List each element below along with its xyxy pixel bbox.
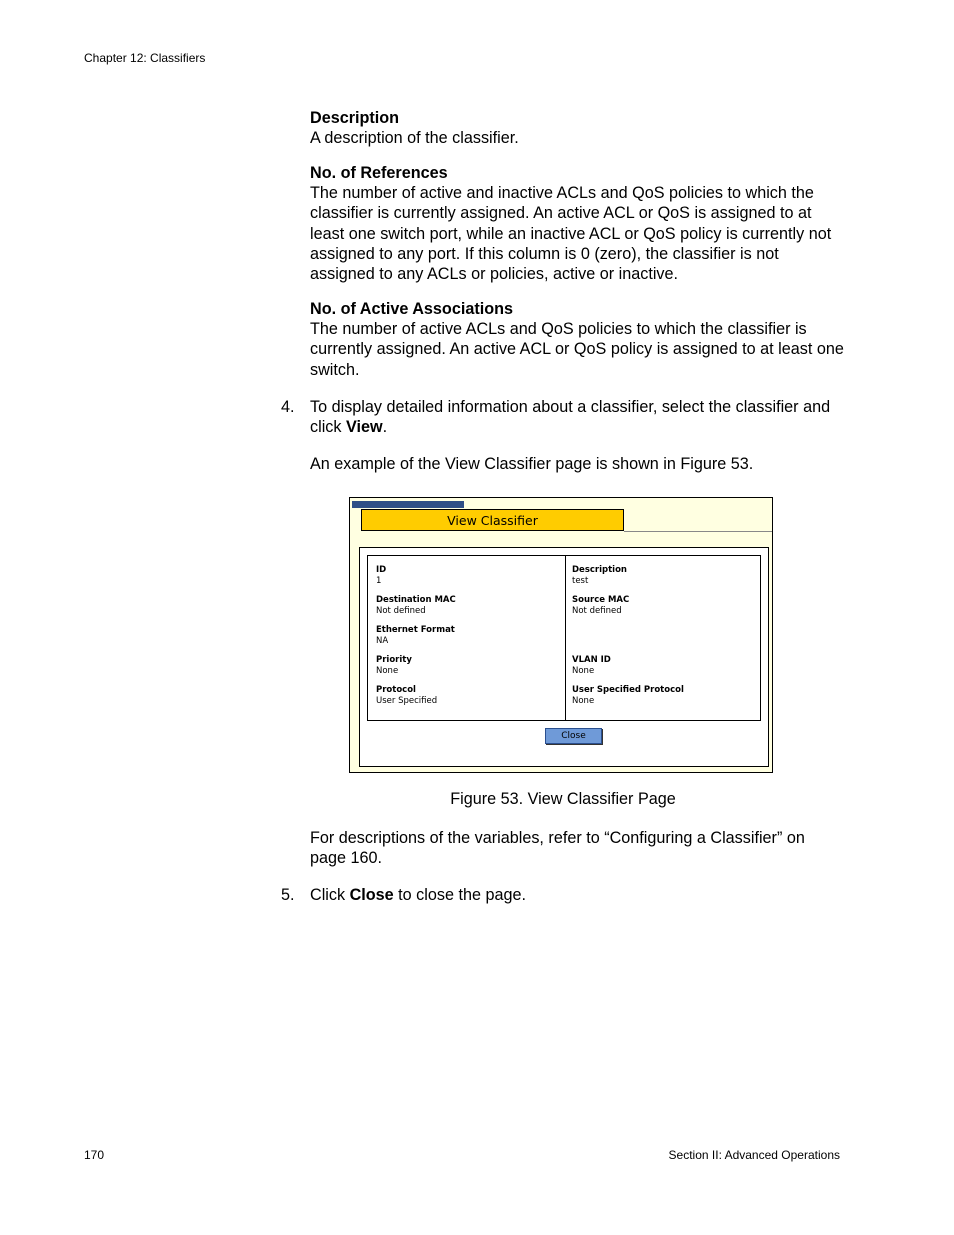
figure-caption: Figure 53. View Classifier Page bbox=[450, 790, 676, 808]
field-user-specified-protocol bbox=[572, 685, 684, 707]
view-classifier-tab: View Classifier bbox=[361, 509, 624, 531]
field-label: Protocol bbox=[376, 685, 416, 695]
field-value: None bbox=[572, 696, 595, 706]
step-5-text-after: to close the page. bbox=[393, 886, 526, 904]
field-ethernet-format bbox=[376, 625, 455, 647]
definition-term: No. of References bbox=[310, 164, 448, 182]
classifier-details-grid bbox=[367, 555, 761, 721]
step-5-bold: Close bbox=[349, 886, 394, 904]
step-4-text-before: To display detailed information about a classifier, select the classifier and click bbox=[310, 398, 831, 437]
definition-term: No. of Active Associations bbox=[310, 300, 513, 318]
field-label: User Specified Protocol bbox=[572, 685, 684, 695]
step-4-bold: View bbox=[345, 418, 383, 437]
step-4-number: 4. bbox=[281, 398, 295, 416]
page-number: 170 bbox=[84, 1148, 105, 1162]
step-5-text bbox=[310, 885, 845, 905]
field-destination-mac bbox=[376, 595, 456, 617]
field-value: NA bbox=[376, 636, 389, 646]
reference-paragraph: For descriptions of the variables, refer to “Configuring a Classifier” on page 160. bbox=[310, 829, 805, 868]
field-label: ID bbox=[376, 565, 387, 575]
field-value: test bbox=[572, 576, 589, 586]
field-vlan-id bbox=[572, 655, 611, 677]
tab-underline bbox=[624, 531, 772, 532]
field-label: Source MAC bbox=[572, 595, 630, 605]
field-value: User Specified bbox=[376, 696, 438, 706]
field-description bbox=[572, 565, 627, 587]
field-value: Not defined bbox=[572, 606, 622, 616]
field-label: Priority bbox=[376, 655, 412, 665]
definition-description bbox=[310, 108, 845, 148]
running-header: Chapter 12: Classifiers bbox=[84, 51, 206, 65]
section-footer: Section II: Advanced Operations bbox=[668, 1148, 840, 1162]
field-label: VLAN ID bbox=[572, 655, 611, 665]
definition-term: Description bbox=[310, 109, 400, 127]
view-classifier-figure bbox=[349, 497, 773, 773]
field-value: Not defined bbox=[376, 606, 426, 616]
field-priority bbox=[376, 655, 412, 677]
step-5-text-before: Click bbox=[310, 886, 350, 904]
field-value: None bbox=[572, 666, 595, 676]
definition-text: The number of active and inactive ACLs and QoS policies to which the classifier is currently assigned. An active ACL or QoS is assigned to at least one switch port, while an inactive ACL or QoS policy is currently not assigned to any port. If this column is 0 (zero), the classifier is not assigned to any ACLs or policies, active or inactive. bbox=[310, 184, 832, 284]
close-button[interactable]: Close bbox=[545, 728, 602, 744]
definition-text: The number of active ACLs and QoS policies to which the classifier is currently assigned. An active ACL or QoS policy is assigned to at least one switch. bbox=[310, 320, 844, 379]
definition-references bbox=[310, 163, 845, 284]
title-bar bbox=[352, 501, 464, 508]
column-divider bbox=[565, 556, 566, 720]
field-label: Destination MAC bbox=[376, 595, 456, 605]
field-value: 1 bbox=[376, 576, 382, 586]
definition-active-associations bbox=[310, 299, 845, 380]
step-4-text bbox=[310, 397, 845, 437]
field-id bbox=[376, 565, 386, 587]
example-paragraph: An example of the View Classifier page is shown in Figure 53. bbox=[310, 455, 754, 473]
field-label: Ethernet Format bbox=[376, 625, 455, 635]
field-protocol bbox=[376, 685, 437, 707]
field-value: None bbox=[376, 666, 399, 676]
definition-text: A description of the classifier. bbox=[310, 129, 519, 148]
field-label: Description bbox=[572, 565, 627, 575]
field-source-mac bbox=[572, 595, 629, 617]
classifier-panel bbox=[359, 547, 769, 767]
step-4-text-after: . bbox=[382, 418, 388, 437]
step-5-number: 5. bbox=[281, 886, 295, 904]
